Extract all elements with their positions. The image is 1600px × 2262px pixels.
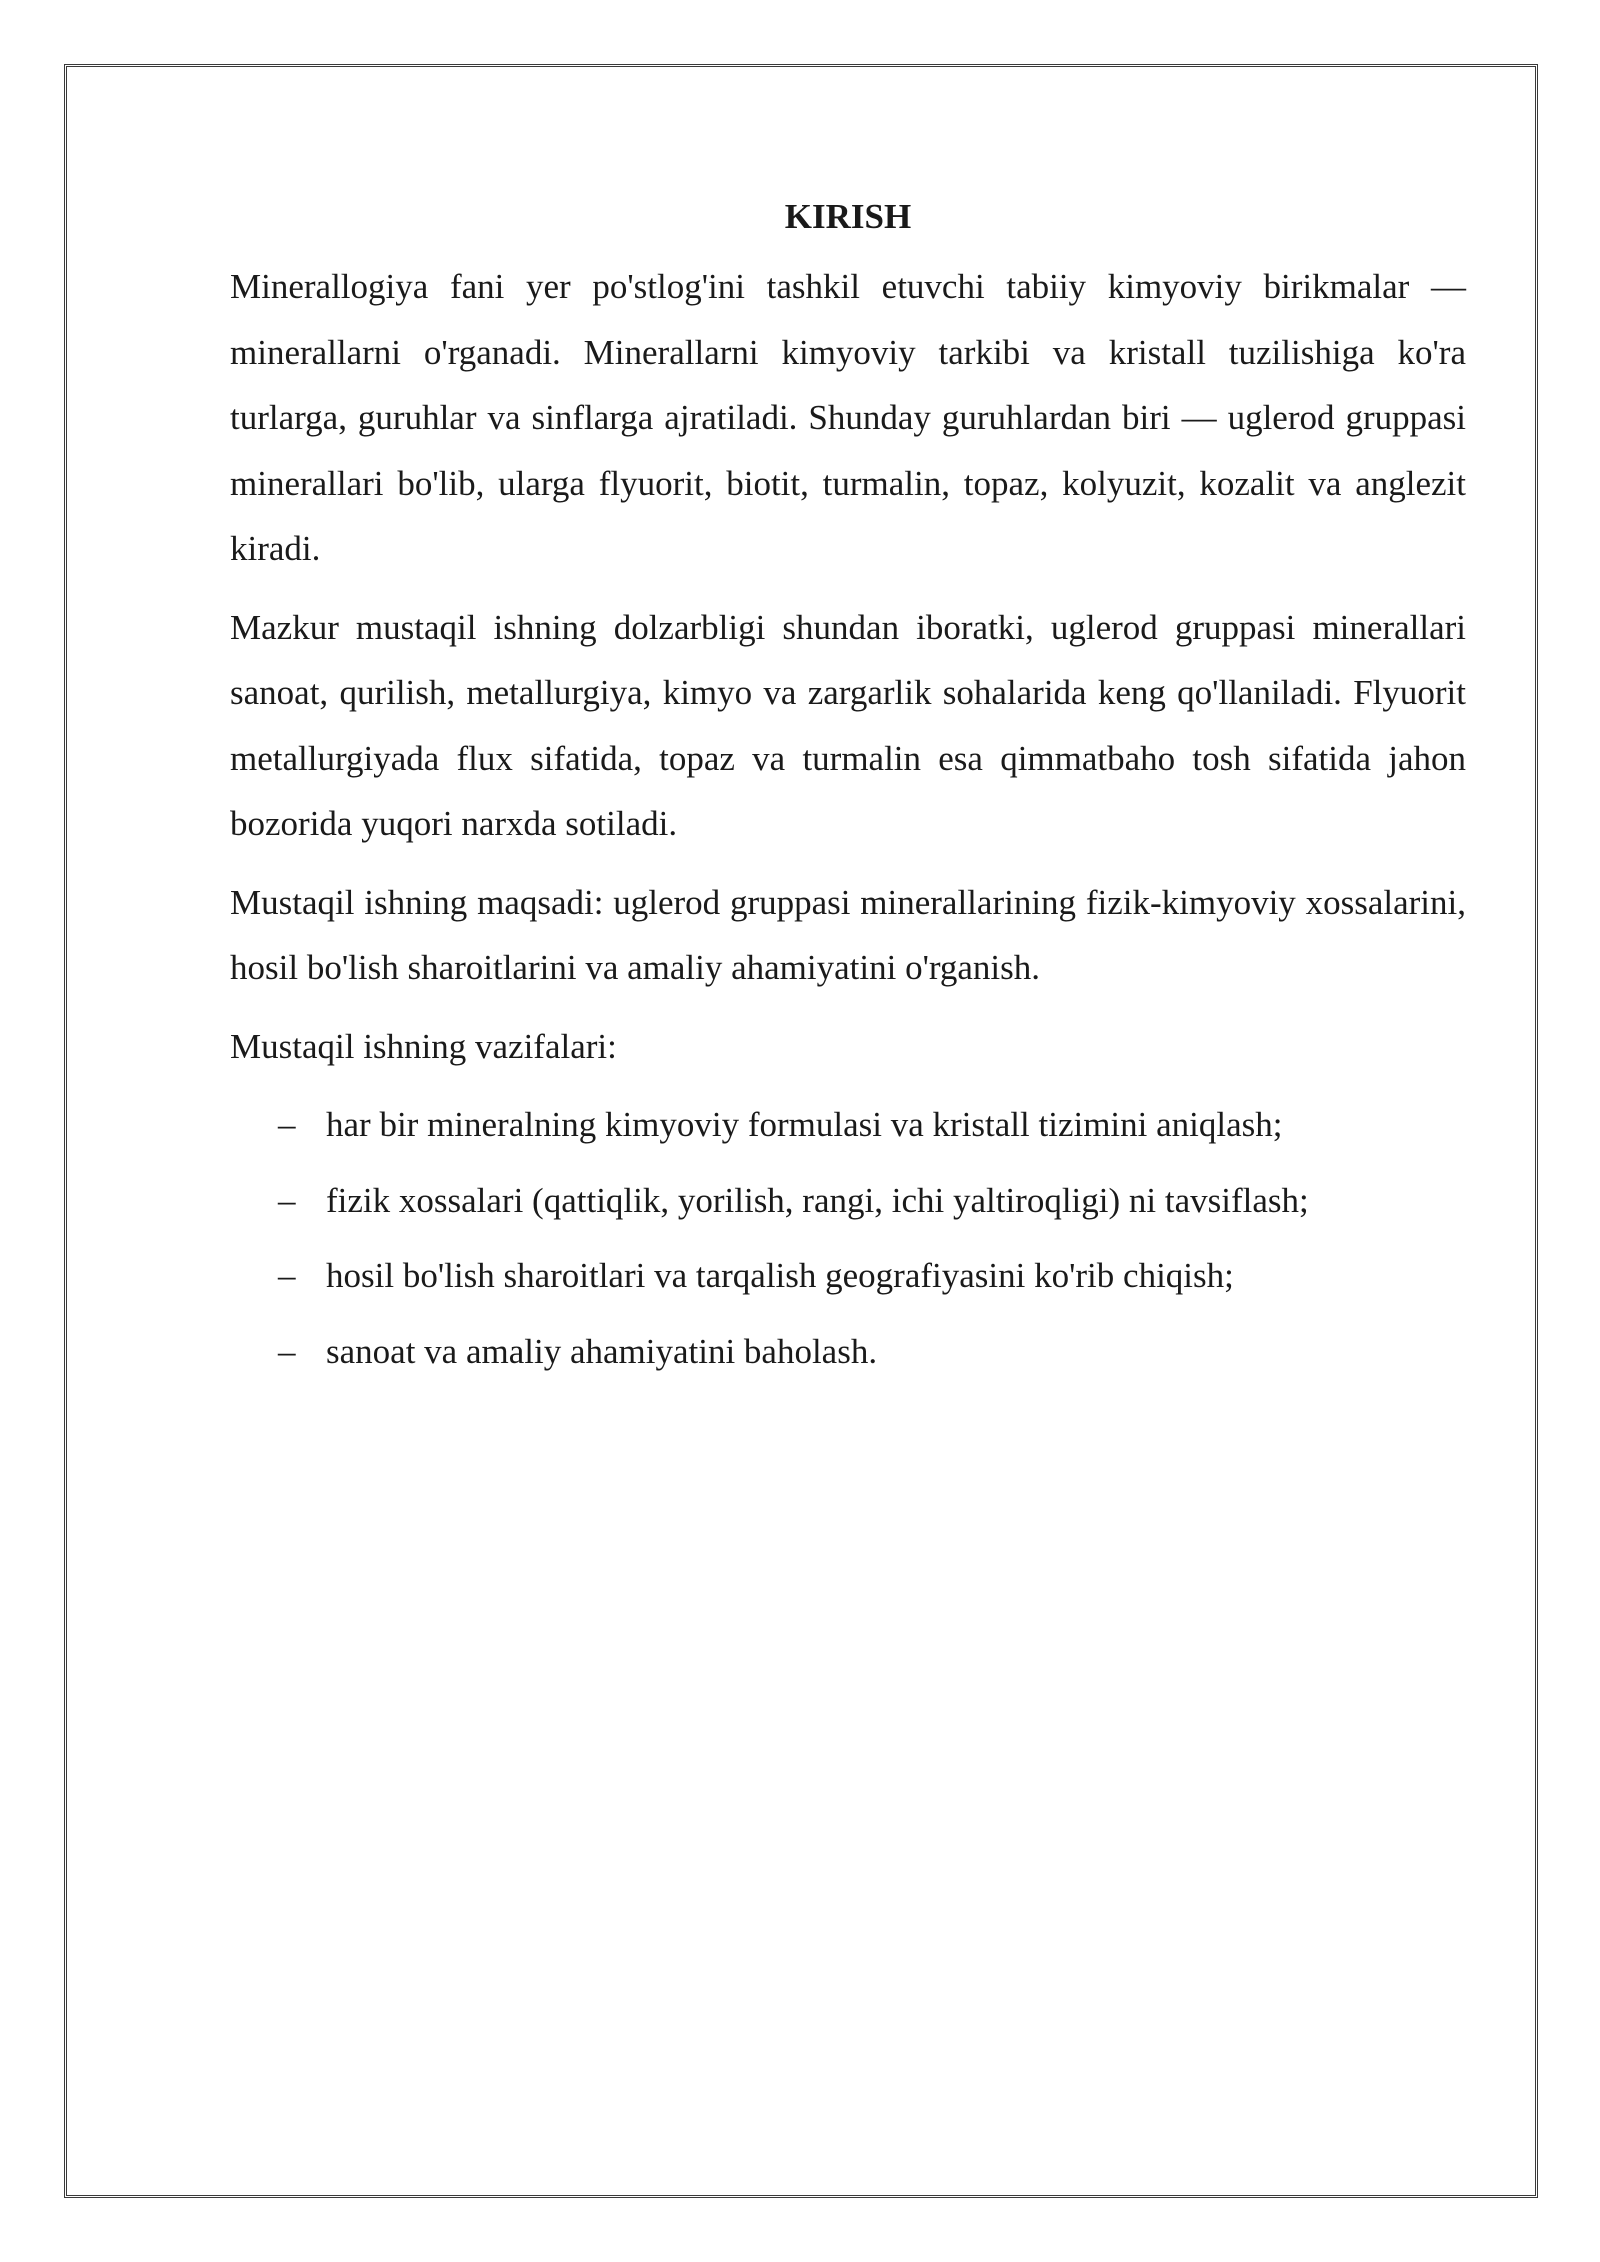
list-item-text: sanoat va amaliy ahamiyatini baholash.: [326, 1331, 878, 1371]
page-title: KIRISH: [784, 197, 912, 236]
list-item: [230, 1243, 1466, 1309]
list-item-text: fizik xossalari (qattiqlik, yorilish, rangi, ichi yaltiroqligi) ni tavsiflash;: [326, 1180, 1309, 1220]
paragraph-relevance: Mazkur mustaqil ishning dolzarbligi shundan iboratki, uglerod gruppasi minerallari sanoat, qurilish, metallurgiya, kimyo va zargarlik sohalarida keng qo'llaniladi. Flyuorit metallurgiyada flux sifatida, topaz va turmalin esa qimmatbaho tosh sifatida jahon bozorida yuqori narxda sotiladi.: [230, 607, 1466, 843]
list-marker: –: [278, 1105, 296, 1144]
list-item-text: har bir mineralning kimyoviy formulasi va kristall tizimini aniqlash;: [326, 1105, 1283, 1144]
list-item-text: hosil bo'lish sharoitlari va tarqalish geografiyasini ko'rib chiqish;: [326, 1256, 1234, 1295]
list-marker: –: [278, 1256, 296, 1295]
list-marker: –: [278, 1180, 296, 1220]
tasks-list: [230, 1092, 1466, 1384]
document-body: [230, 190, 1466, 1394]
list-item: [230, 1319, 1466, 1385]
list-item: [230, 1092, 1466, 1158]
paragraph-goal: Mustaqil ishning maqsadi: uglerod gruppasi minerallarining fizik-kimyoviy xossalarini, hosil bo'lish sharoitlarini va amaliy ahamiyatini o'rganish.: [230, 882, 1466, 987]
list-item: [230, 1168, 1466, 1234]
paragraph-intro: Minerallogiya fani yer po'stlog'ini tashkil etuvchi tabiiy kimyoviy birikmalar — minerallarni o'rganadi. Minerallarni kimyoviy tarkibi va kristall tuzilishiga ko'ra turlarga, guruhlar va sinflarga ajratiladi. Shunday guruhlardan biri — uglerod gruppasi minerallari bo'lib, ularga flyuorit, biotit, turmalin, topaz, kolyuzit, kozalit va anglezit kiradi.: [230, 267, 1466, 568]
paragraph-tasks-heading: Mustaqil ishning vazifalari:: [230, 1026, 617, 1066]
list-marker: –: [278, 1331, 296, 1371]
